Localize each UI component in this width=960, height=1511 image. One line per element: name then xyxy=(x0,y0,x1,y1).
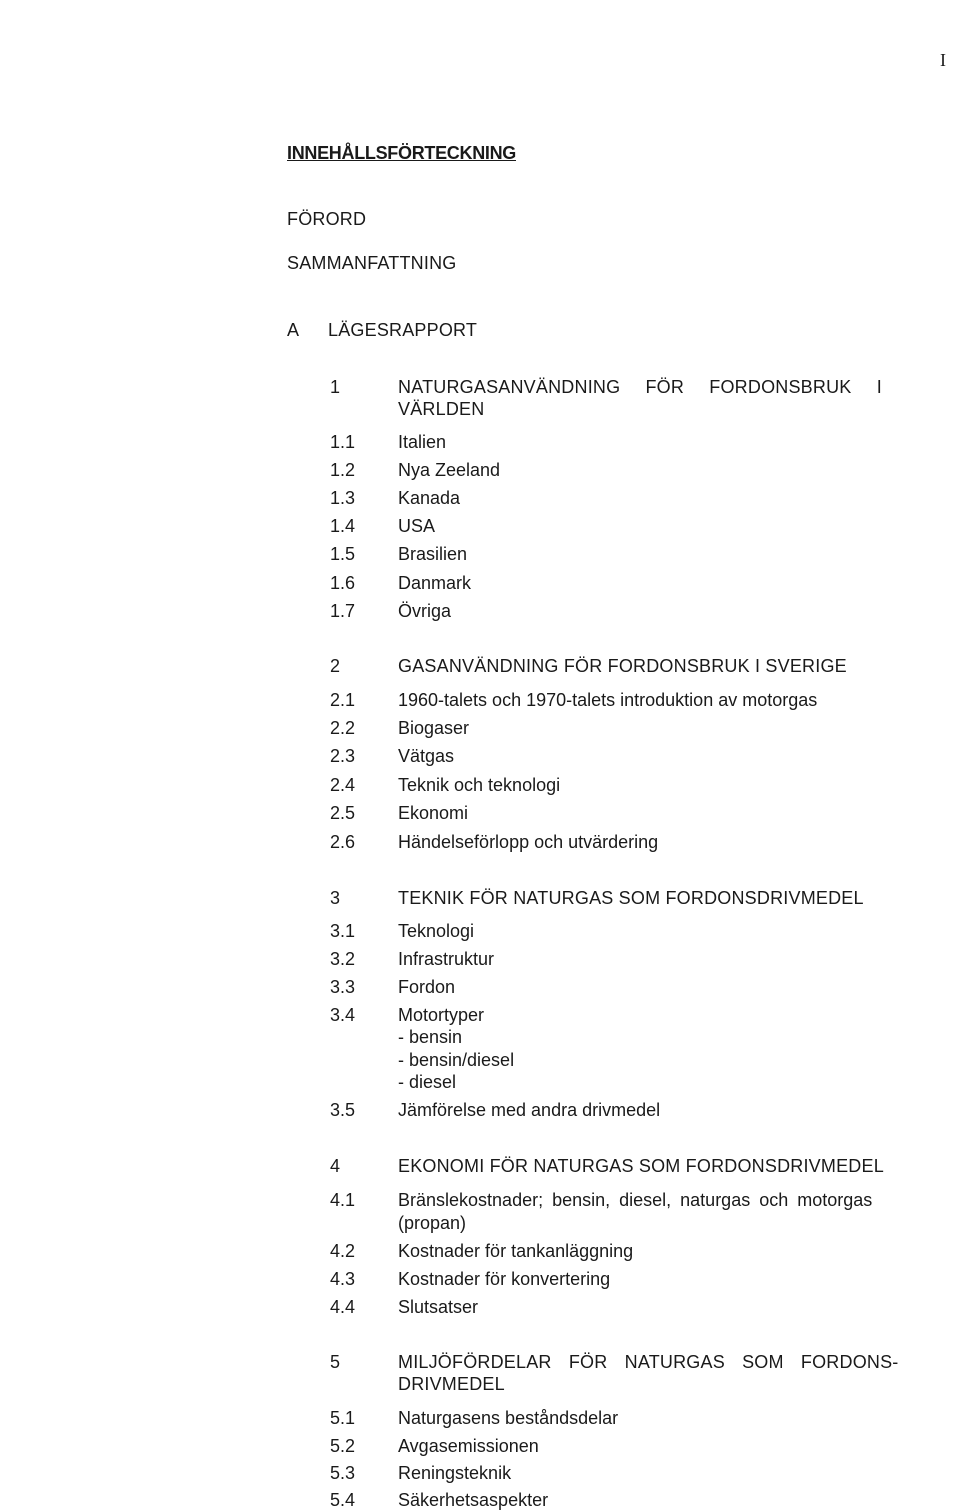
toc-entry: Kostnader för konvertering xyxy=(398,1269,611,1289)
toc-entry: Biogaser xyxy=(398,718,470,738)
toc-number: 5.3 xyxy=(330,1463,356,1483)
toc-number: 4.3 xyxy=(330,1269,356,1289)
toc-number: 1.2 xyxy=(330,460,356,480)
toc-subentry: - bensin/diesel xyxy=(398,1050,515,1070)
toc-number: 2.5 xyxy=(330,803,356,823)
chapter-title: MILJÖFÖRDELAR FÖR NATURGAS SOM FORDONS- xyxy=(398,1352,899,1372)
page-number: I xyxy=(940,50,946,70)
toc-entry: Ekonomi xyxy=(398,803,469,823)
toc-entry: Danmark xyxy=(398,573,472,593)
toc-entry: Avgasemissionen xyxy=(398,1436,539,1456)
chapter-number: 5 xyxy=(330,1352,341,1372)
toc-entry: 1960-talets och 1970-talets introduktion av motorgas xyxy=(398,690,818,710)
toc-number: 2.1 xyxy=(330,690,356,710)
chapter-title: EKONOMI FÖR NATURGAS SOM FORDONSDRIVMEDEL xyxy=(398,1156,884,1176)
toc-number: 1.1 xyxy=(330,432,356,452)
toc-number: 3.1 xyxy=(330,921,356,941)
toc-entry: Brasilien xyxy=(398,544,468,564)
toc-number: 3.4 xyxy=(330,1005,356,1025)
toc-number: 4.4 xyxy=(330,1297,356,1317)
toc-entry: Fordon xyxy=(398,977,456,997)
toc-number: 3.3 xyxy=(330,977,356,997)
toc-number: 2.6 xyxy=(330,832,356,852)
toc-number: 1.7 xyxy=(330,601,356,621)
toc-entry: Jämförelse med andra drivmedel xyxy=(398,1100,661,1120)
toc-number: 2.2 xyxy=(330,718,356,738)
page-title: INNEHÅLLSFÖRTECKNING xyxy=(287,143,516,163)
toc-front-summary: SAMMANFATTNING xyxy=(287,253,457,273)
toc-number: 3.2 xyxy=(330,949,356,969)
toc-entry: Motortyper xyxy=(398,1005,485,1025)
toc-entry: Händelseförlopp och utvärdering xyxy=(398,832,659,852)
chapter-title-cont: DRIVMEDEL xyxy=(398,1374,505,1394)
toc-entry: Vätgas xyxy=(398,746,455,766)
toc-part-letter: A xyxy=(287,320,300,340)
toc-entry: USA xyxy=(398,516,436,536)
chapter-title: TEKNIK FÖR NATURGAS SOM FORDONSDRIVMEDEL xyxy=(398,888,864,908)
toc-subentry: - diesel xyxy=(398,1072,457,1092)
toc-entry: Teknik och teknologi xyxy=(398,775,561,795)
toc-entry: Nya Zeeland xyxy=(398,460,501,480)
toc-entry: Italien xyxy=(398,432,447,452)
toc-front-foreword: FÖRORD xyxy=(287,209,367,229)
toc-number: 1.6 xyxy=(330,573,356,593)
toc-number: 4.2 xyxy=(330,1241,356,1261)
chapter-title-cont: VÄRLDEN xyxy=(398,399,485,419)
toc-entry: Reningsteknik xyxy=(398,1463,512,1483)
toc-entry: Slutsatser xyxy=(398,1297,479,1317)
toc-entry: Naturgasens beståndsdelar xyxy=(398,1408,619,1428)
toc-entry-cont: (propan) xyxy=(398,1213,467,1233)
toc-entry: Övriga xyxy=(398,601,452,621)
toc-subentry: - bensin xyxy=(398,1027,463,1047)
toc-entry: Kanada xyxy=(398,488,461,508)
toc-number: 3.5 xyxy=(330,1100,356,1120)
chapter-number: 4 xyxy=(330,1156,341,1176)
toc-number: 2.4 xyxy=(330,775,356,795)
chapter-number: 2 xyxy=(330,656,341,676)
toc-number: 1.3 xyxy=(330,488,356,508)
toc-number: 1.5 xyxy=(330,544,356,564)
chapter-number: 3 xyxy=(330,888,341,908)
toc-number: 1.4 xyxy=(330,516,356,536)
toc-part-title: LÄGESRAPPORT xyxy=(328,320,478,340)
toc-number: 2.3 xyxy=(330,746,356,766)
toc-entry: Bränslekostnader; bensin, diesel, naturgas och motorgas xyxy=(398,1190,873,1210)
chapter-title: NATURGASANVÄNDNING FÖR FORDONSBRUK I xyxy=(398,377,882,397)
toc-number: 5.2 xyxy=(330,1436,356,1456)
toc-entry: Kostnader för tankanläggning xyxy=(398,1241,634,1261)
toc-entry: Säkerhetsaspekter xyxy=(398,1490,549,1510)
toc-entry: Teknologi xyxy=(398,921,475,941)
chapter-number: 1 xyxy=(330,377,341,397)
toc-entry: Infrastruktur xyxy=(398,949,495,969)
toc-number: 5.4 xyxy=(330,1490,356,1510)
toc-number: 5.1 xyxy=(330,1408,356,1428)
toc-number: 4.1 xyxy=(330,1190,356,1210)
chapter-title: GASANVÄNDNING FÖR FORDONSBRUK I SVERIGE xyxy=(398,656,847,676)
